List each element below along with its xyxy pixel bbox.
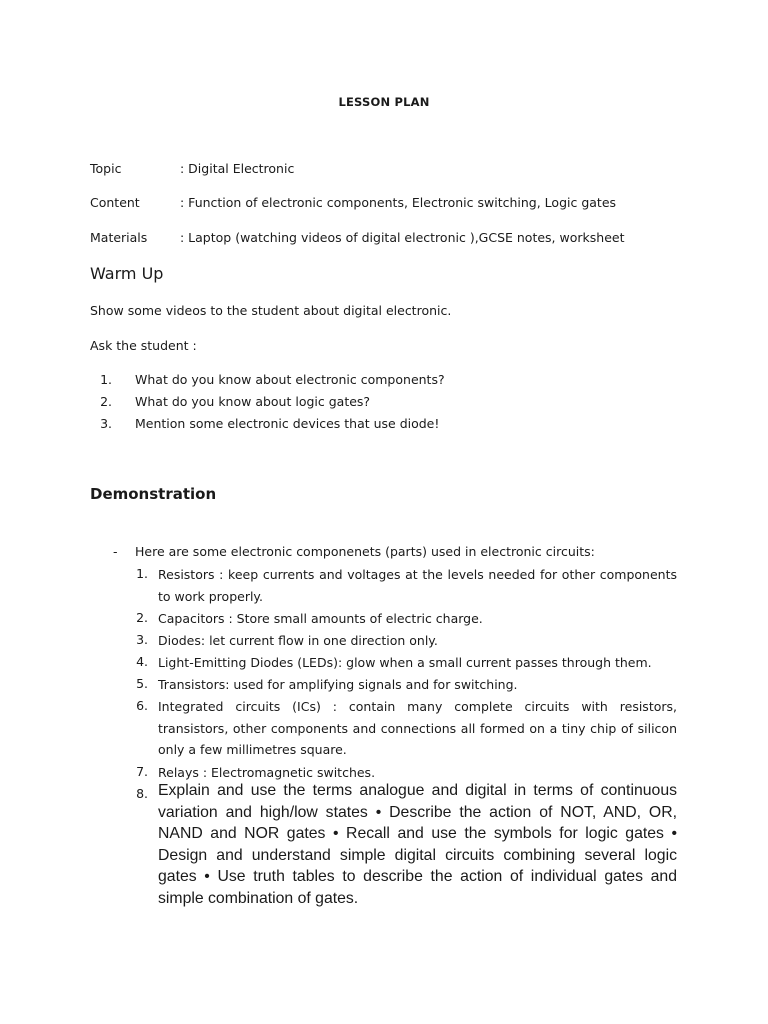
list-number: 4. (136, 654, 148, 669)
list-text: Light-Emitting Diodes (LEDs): glow when a small current passes through them. (158, 655, 652, 670)
list-number: 2. (100, 394, 112, 409)
list-number: 3. (136, 632, 148, 647)
list-text-objectives: Explain and use the terms analogue and digital in terms of continuous variation and high/low states • Describe the action of NOT, AND, OR, NAND and NOR gates • Recall and use the symbols for logic gates • Design and understand simple digital circuits combining several logic gates • Use truth tables to describe the action of individual gates and simple combination of gates. (158, 782, 677, 907)
list-number: 5. (136, 676, 148, 691)
info-value: : Digital Electronic (180, 161, 295, 176)
list-number: 1. (100, 372, 112, 387)
list-text: Mention some electronic devices that use diode! (135, 416, 440, 431)
list-text: Capacitors : Store small amounts of electric charge. (158, 611, 483, 626)
list-text: Transistors: used for amplifying signals and for switching. (158, 677, 518, 692)
warmup-ask: Ask the student : (90, 338, 197, 353)
list-number: 2. (136, 610, 148, 625)
demonstration-heading: Demonstration (90, 485, 217, 503)
list-text: What do you know about electronic components? (135, 372, 445, 387)
list-text: Resistors : keep currents and voltages at the levels needed for other components to work properly. (158, 567, 677, 604)
info-label: Topic (90, 161, 122, 176)
list-text: Relays : Electromagnetic switches. (158, 765, 376, 780)
list-number: 7. (136, 764, 148, 779)
list-number: 6. (136, 698, 148, 713)
dash-bullet: - (113, 544, 118, 559)
info-label: Content (90, 195, 140, 210)
warmup-heading: Warm Up (90, 264, 164, 283)
component-list (132, 566, 677, 916)
info-label: Materials (90, 230, 148, 245)
list-text: What do you know about logic gates? (135, 394, 371, 409)
list-number: 3. (100, 416, 112, 431)
info-value: : Laptop (watching videos of digital electronic ),GCSE notes, worksheet (180, 230, 625, 245)
warmup-intro: Show some videos to the student about digital electronic. (90, 303, 452, 318)
demonstration-intro: Here are some electronic componenets (parts) used in electronic circuits: (135, 544, 595, 559)
list-text: Diodes: let current flow in one direction only. (158, 633, 438, 648)
info-value: : Function of electronic components, Electronic switching, Logic gates (180, 195, 617, 210)
warmup-question-list (90, 372, 690, 442)
page-title: LESSON PLAN (338, 95, 430, 109)
list-text: Integrated circuits (ICs) : contain many complete circuits with resistors, transistors, other components and connections all formed on a tiny chip of silicon only a few millimetres square. (158, 699, 677, 757)
list-number: 8. (136, 786, 148, 801)
list-number: 1. (136, 566, 148, 581)
